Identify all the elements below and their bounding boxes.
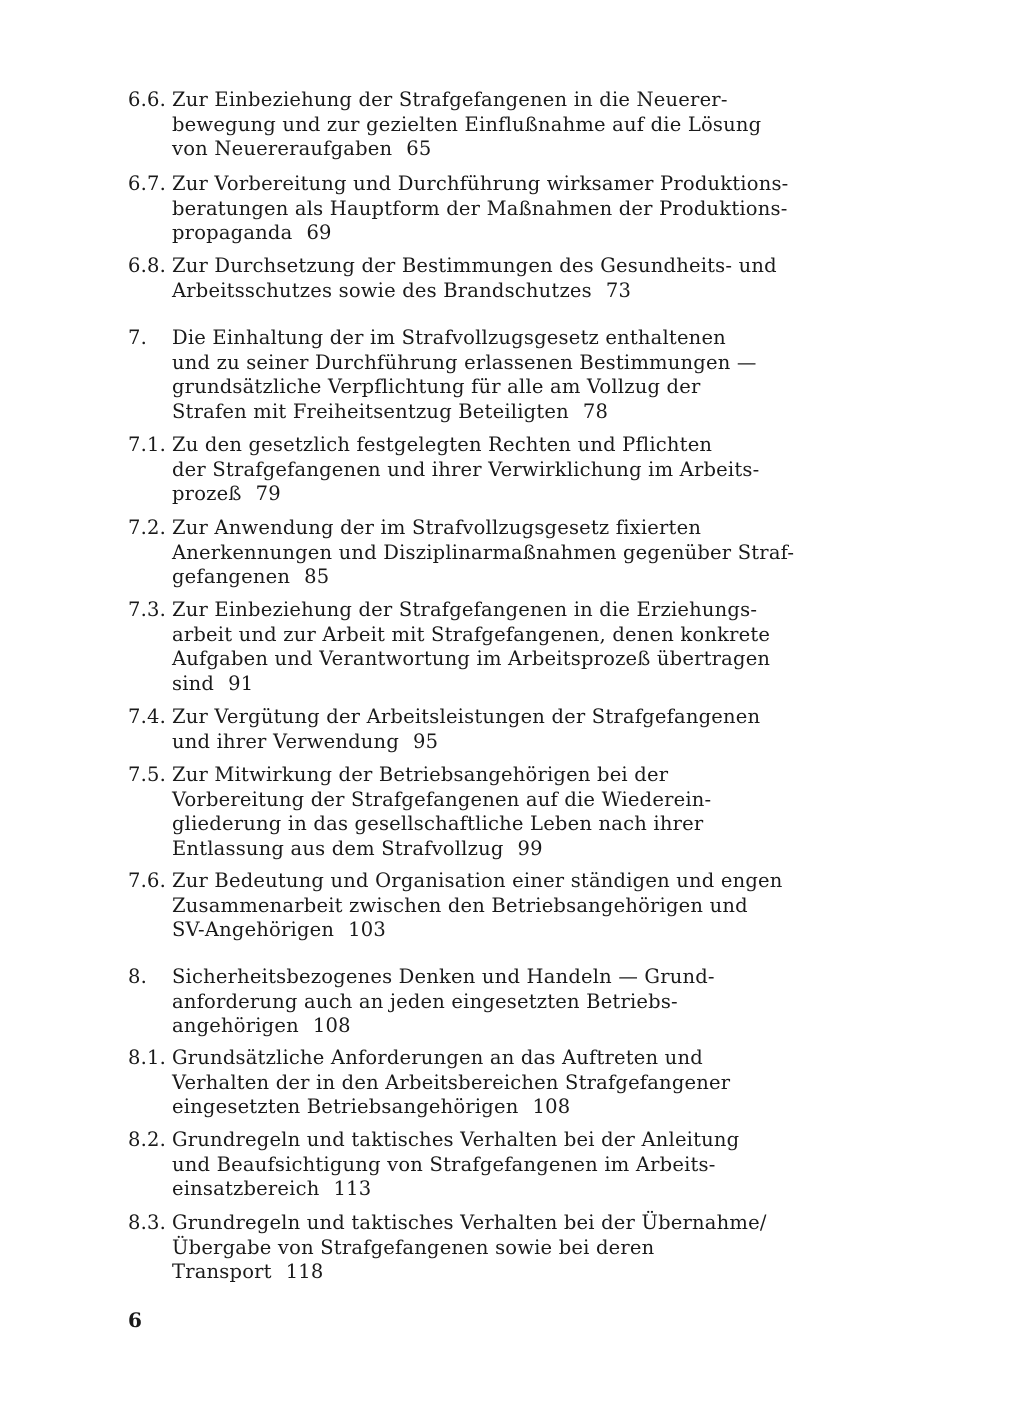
toc-entry-line: gliederung in das gesellschaftliche Leben nach ihrer [172,812,704,835]
toc-entry-text [172,1046,832,1120]
toc-entry-line: prozeß [172,482,242,505]
toc-entry-page-number: 78 [582,399,609,423]
toc-entry-number: 8.1. [128,1046,167,1069]
toc-entry-number: 7.5. [128,763,167,786]
toc-entry-text [172,763,832,861]
toc-entry-text [172,516,832,590]
toc-entry-line: eingesetzten Betriebsangehörigen [172,1095,519,1118]
toc-entry-page-number: 79 [255,482,281,505]
toc-entry-line: Grundregeln und taktisches Verhalten bei der Übernahme/ [172,1211,767,1234]
toc-entry-line: arbeit und zur Arbeit mit Strafgefangenen, denen konkrete [172,622,771,646]
toc-entry-text [172,254,832,303]
toc-entry-line: Aufgaben und Verantwortung im Arbeitsprozeß übertragen [172,647,771,670]
toc-entry-line: und zu seiner Durchführung erlassenen Bestimmungen — [172,350,757,374]
toc-entry-number: 7.6. [128,869,167,892]
toc-entry-text [172,598,832,696]
toc-entry-page-number: 108 [312,1014,351,1037]
toc-entry-line: beratungen als Hauptform der Maßnahmen der Produktions- [172,196,788,220]
toc-entry-line: bewegung und zur gezielten Einflußnahme auf die Lösung [172,112,762,136]
toc-entry-page-number: 103 [348,918,386,941]
toc-entry-line: und Beaufsichtigung von Strafgefangenen im Arbeits- [172,1152,716,1176]
toc-entry-line: Zur Bedeutung und Organisation einer ständigen und engen [172,869,783,892]
toc-entry-line: von Neuereraufgaben [172,137,393,160]
toc-entry-number: 6.7. [128,172,167,195]
toc-entry-text [172,705,832,754]
toc-entry-line: der Strafgefangenen und ihrer Verwirklichung im Arbeits- [172,457,760,481]
toc-entry-line: und ihrer Verwendung [172,729,400,753]
toc-entry-line: Zur Anwendung der im Strafvollzugsgesetz fixierten [172,516,702,539]
toc-entry-line: einsatzbereich [172,1177,320,1200]
toc-entry-page-number: 73 [605,278,632,302]
toc-entry-page-number: 85 [304,565,330,588]
toc-entry-line: Zur Einbeziehung der Strafgefangenen in die Neuerer- [172,88,728,111]
toc-entry-line: Zur Vergütung der Arbeitsleistungen der Strafgefangenen [172,705,761,728]
toc-entry-page-number: 99 [517,836,543,860]
toc-entry-page-number: 113 [333,1177,372,1200]
toc-entry-number: 7.2. [128,516,167,539]
toc-entry-number: 8.3. [128,1211,167,1234]
toc-entry-line: Transport [172,1260,272,1283]
toc-entry-number: 8.2. [128,1128,167,1151]
toc-entry-number: 7.1. [128,433,167,456]
toc-entry-page-number: 95 [413,729,439,753]
toc-entry-line: Sicherheitsbezogenes Denken und Handeln — Grund- [172,965,715,988]
toc-entry-text [172,88,832,162]
toc-entry-number: 6.6. [128,88,167,111]
toc-entry-text [172,869,832,943]
toc-entry-line: Verhalten der in den Arbeitsbereichen Strafgefangener [172,1070,731,1094]
toc-entry-page-number: 118 [285,1260,324,1283]
toc-entry-line: gefangenen [172,565,291,588]
toc-entry-line: Grundregeln und taktisches Verhalten bei der Anleitung [172,1128,740,1151]
toc-entry-page-number: 65 [406,137,432,160]
toc-entry-page-number: 91 [228,671,254,695]
toc-entry-line: sind [172,671,215,695]
toc-entry-line: grundsätzliche Verpflichtung für alle am Vollzug der [172,375,701,398]
toc-entry-line: Zur Mitwirkung der Betriebsangehörigen bei der [172,763,669,786]
page-number: 6 [128,1308,142,1332]
toc-entry-line: Zusammenarbeit zwischen den Betriebsangehörigen und [172,893,748,917]
toc-entry-line: Vorbereitung der Strafgefangenen auf die Wiederein- [172,787,712,811]
toc-entry-line: Übergabe von Strafgefangenen sowie bei deren [172,1235,655,1259]
toc-entry-text [172,1211,832,1285]
toc-entry-number: 8. [128,965,148,988]
toc-entry-text [172,1128,832,1202]
toc-entry-line: Strafen mit Freiheitsentzug Beteiligten [172,399,569,423]
toc-entry-line: Entlassung aus dem Strafvollzug [172,836,504,860]
toc-entry-text [172,172,832,246]
toc-entry-page-number: 69 [306,221,332,244]
toc-entry-number: 7. [128,326,148,349]
toc-entry-line: Zur Vorbereitung und Durchführung wirksamer Produktions- [172,172,789,195]
toc-entry-line: Grundsätzliche Anforderungen an das Auftreten und [172,1046,703,1069]
toc-entry-line: Zur Einbeziehung der Strafgefangenen in die Erziehungs- [172,598,758,621]
toc-entry-number: 7.4. [128,705,167,728]
toc-entry-text [172,965,832,1039]
toc-entry-line: anforderung auch an jeden eingesetzten Betriebs- [172,989,678,1013]
toc-entry-text [172,433,832,507]
toc-entry-line: Die Einhaltung der im Strafvollzugsgesetz enthaltenen [172,326,726,349]
toc-entry-line: SV-Angehörigen [172,918,335,941]
toc-entry-page-number: 108 [532,1095,571,1118]
toc-entry-line: propaganda [172,221,293,244]
toc-entry-line: Zu den gesetzlich festgelegten Rechten und Pflichten [172,433,713,456]
toc-entry-line: Anerkennungen und Disziplinarmaßnahmen gegenüber Straf- [172,540,795,564]
toc-entry-text [172,326,832,424]
toc-entry-line: Arbeitsschutzes sowie des Brandschutzes [172,278,592,302]
toc-entry-number: 6.8. [128,254,167,277]
toc-entry-number: 7.3. [128,598,167,621]
toc-entry-line: Zur Durchsetzung der Bestimmungen des Gesundheits- und [172,254,777,277]
toc-entry-line: angehörigen [172,1014,299,1037]
